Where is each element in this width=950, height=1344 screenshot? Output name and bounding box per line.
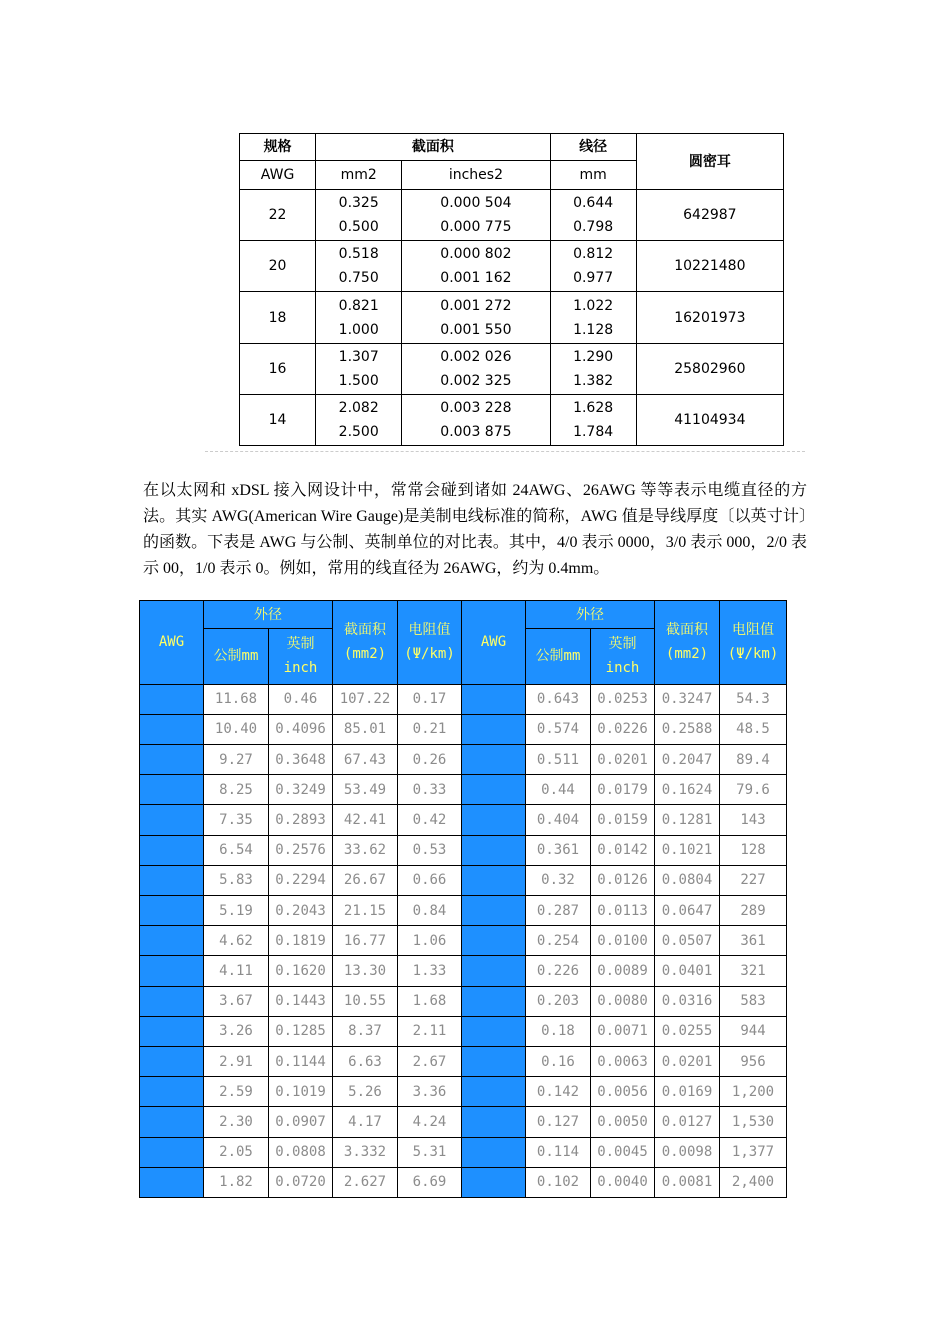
awg-cell-right [462, 1107, 526, 1137]
resistance-cell: 0.17 [398, 684, 462, 714]
awg-cell-left [140, 956, 204, 986]
awg-cell-right [462, 714, 526, 744]
area-cell: 33.62 [333, 835, 398, 865]
awg-cell-left [140, 714, 204, 744]
table-row [140, 865, 787, 895]
imperial-inch-cell: 0.0159 [591, 805, 655, 835]
awg-cell-left [140, 744, 204, 774]
awg-cell-left [140, 1167, 204, 1197]
header-area-right [655, 601, 720, 685]
value-line: 1.290 [573, 348, 614, 365]
metric-mm-cell: 8.25 [204, 775, 269, 805]
awg-cell-left [140, 1016, 204, 1046]
header-area-label: 截面积 [666, 622, 708, 639]
awg-cell-left [140, 1077, 204, 1107]
area-mm2-cell [316, 241, 402, 292]
awg-cell-left [140, 895, 204, 925]
header-imperial-left [269, 629, 333, 684]
table-row [240, 190, 784, 241]
metric-mm-cell: 2.30 [204, 1107, 269, 1137]
header-mm: mm [550, 161, 636, 190]
value-line: 1.500 [338, 372, 379, 389]
area-cell: 0.1021 [655, 835, 720, 865]
table-row [140, 1046, 787, 1076]
metric-mm-cell: 3.26 [204, 1016, 269, 1046]
resistance-cell: 79.6 [720, 775, 787, 805]
imperial-inch-cell: 0.1019 [269, 1077, 333, 1107]
imperial-inch-cell: 0.0089 [591, 956, 655, 986]
resistance-cell: 2.67 [398, 1046, 462, 1076]
metric-mm-cell: 0.226 [526, 956, 591, 986]
imperial-inch-cell: 0.0100 [591, 926, 655, 956]
area-cell: 0.0255 [655, 1016, 720, 1046]
resistance-cell: 227 [720, 865, 787, 895]
table-header-row [140, 601, 787, 629]
imperial-inch-cell: 0.0126 [591, 865, 655, 895]
imperial-inch-cell: 0.0907 [269, 1107, 333, 1137]
metric-mm-cell: 0.254 [526, 926, 591, 956]
metric-mm-cell: 0.404 [526, 805, 591, 835]
value-line: 0.644 [573, 195, 614, 212]
imperial-inch-cell: 0.0720 [269, 1167, 333, 1197]
area-cell: 0.2588 [655, 714, 720, 744]
resistance-cell: 128 [720, 835, 787, 865]
awg-cell-right [462, 1046, 526, 1076]
imperial-inch-cell: 0.0113 [591, 895, 655, 925]
header-resistance-label: 电阻值 [408, 622, 451, 639]
imperial-inch-cell: 0.3249 [269, 775, 333, 805]
diameter-mm-cell [550, 190, 636, 241]
area-mm2-cell [316, 292, 402, 343]
imperial-inch-cell: 0.2043 [269, 895, 333, 925]
value-line: 0.500 [338, 219, 379, 236]
imperial-inch-cell: 0.1620 [269, 956, 333, 986]
awg-cell-left [140, 684, 204, 714]
awg-cell-right [462, 1137, 526, 1167]
header-imperial-label: 英制 [286, 636, 315, 653]
value-line: 0.001 162 [440, 270, 512, 287]
value-line: 0.001 550 [440, 321, 512, 338]
area-inches2-cell [402, 190, 550, 241]
metric-mm-cell: 0.511 [526, 744, 591, 774]
diameter-mm-cell [550, 241, 636, 292]
resistance-cell: 0.21 [398, 714, 462, 744]
value-line: 0.518 [338, 246, 379, 263]
awg-cell-right [462, 835, 526, 865]
metric-mm-cell: 0.18 [526, 1016, 591, 1046]
resistance-cell: 0.66 [398, 865, 462, 895]
value-line: 1.382 [573, 372, 614, 389]
area-cell: 0.1281 [655, 805, 720, 835]
metric-mm-cell: 0.32 [526, 865, 591, 895]
header-area-unit: (mm2) [665, 646, 709, 663]
imperial-inch-cell: 0.2294 [269, 865, 333, 895]
resistance-cell: 1.06 [398, 926, 462, 956]
imperial-inch-cell: 0.0050 [591, 1107, 655, 1137]
awg-cell: 18 [240, 292, 316, 343]
area-cell: 0.0804 [655, 865, 720, 895]
resistance-cell: 361 [720, 926, 787, 956]
area-cell: 13.30 [333, 956, 398, 986]
metric-mm-cell: 0.114 [526, 1137, 591, 1167]
metric-mm-cell: 10.40 [204, 714, 269, 744]
resistance-cell: 54.3 [720, 684, 787, 714]
diameter-mm-cell [550, 394, 636, 445]
area-cell: 53.49 [333, 775, 398, 805]
awg-cell-right [462, 775, 526, 805]
table-row [140, 835, 787, 865]
value-line: 1.000 [338, 321, 379, 338]
table-row [240, 394, 784, 445]
area-cell: 0.0127 [655, 1107, 720, 1137]
imperial-inch-cell: 0.1285 [269, 1016, 333, 1046]
area-cell: 0.0098 [655, 1137, 720, 1167]
value-line: 0.750 [338, 270, 379, 287]
imperial-inch-cell: 0.1443 [269, 986, 333, 1016]
table-row [140, 684, 787, 714]
awg-cell-left [140, 1046, 204, 1076]
header-resistance-unit: (Ψ/km) [727, 646, 779, 663]
value-line: 0.977 [573, 270, 614, 287]
header-mm2: mm2 [316, 161, 402, 190]
value-line: 0.812 [573, 246, 614, 263]
metric-mm-cell: 2.05 [204, 1137, 269, 1167]
awg-cell-left [140, 835, 204, 865]
header-outer-diameter-right: 外径 [526, 601, 655, 629]
header-awg: AWG [240, 161, 316, 190]
metric-mm-cell: 0.574 [526, 714, 591, 744]
table-row [140, 986, 787, 1016]
resistance-cell: 1,200 [720, 1077, 787, 1107]
imperial-inch-cell: 0.0071 [591, 1016, 655, 1046]
value-line: 0.003 875 [440, 423, 512, 440]
resistance-cell: 0.84 [398, 895, 462, 925]
awg-cell: 22 [240, 190, 316, 241]
circular-mils-cell: 642987 [636, 190, 783, 241]
area-cell: 85.01 [333, 714, 398, 744]
value-line: 0.001 272 [440, 297, 512, 314]
metric-mm-cell: 6.54 [204, 835, 269, 865]
imperial-inch-cell: 0.46 [269, 684, 333, 714]
value-line: 0.325 [338, 195, 379, 212]
imperial-inch-cell: 0.2893 [269, 805, 333, 835]
table-row [240, 241, 784, 292]
header-diameter: 线径 [550, 134, 636, 161]
imperial-inch-cell: 0.0226 [591, 714, 655, 744]
area-cell: 10.55 [333, 986, 398, 1016]
imperial-inch-cell: 0.0201 [591, 744, 655, 774]
area-cell: 26.67 [333, 865, 398, 895]
imperial-inch-cell: 0.3648 [269, 744, 333, 774]
resistance-cell: 289 [720, 895, 787, 925]
area-cell: 5.26 [333, 1077, 398, 1107]
header-resistance-unit: (Ψ/km) [404, 646, 455, 663]
metric-mm-cell: 0.287 [526, 895, 591, 925]
area-cell: 0.3247 [655, 684, 720, 714]
metric-mm-cell: 11.68 [204, 684, 269, 714]
area-cell: 67.43 [333, 744, 398, 774]
metric-mm-cell: 7.35 [204, 805, 269, 835]
awg-cell-left [140, 986, 204, 1016]
awg-description-paragraph: 在以太网和 xDSL 接入网设计中，常常会碰到诸如 24AWG、26AWG 等等表示电缆直径的方法。其实 AWG(American Wire Gauge)是美制电线标准的简称，AWG 值是导线厚度〔以英寸计〕的函数。下表是 AWG 与公制、英制单位的对比表。其中，4/0 表示 0000，3/0 表示 000，2/0 表示 00，1/0 表示 0。例如，常用的线直径为 26AWG，约为 0.4mm。 [143, 482, 807, 577]
resistance-cell: 0.26 [398, 744, 462, 774]
area-mm2-cell [316, 190, 402, 241]
header-area-label: 截面积 [344, 622, 386, 639]
awg-cell-right [462, 986, 526, 1016]
metric-mm-cell: 0.102 [526, 1167, 591, 1197]
imperial-inch-cell: 0.0056 [591, 1077, 655, 1107]
value-line: 0.821 [338, 297, 379, 314]
value-line: 1.784 [573, 423, 614, 440]
metric-mm-cell: 0.643 [526, 684, 591, 714]
metric-mm-cell: 4.11 [204, 956, 269, 986]
area-cell: 2.627 [333, 1167, 398, 1197]
resistance-cell: 0.33 [398, 775, 462, 805]
table-row [140, 1137, 787, 1167]
area-cell: 21.15 [333, 895, 398, 925]
resistance-cell: 1,377 [720, 1137, 787, 1167]
value-line: 0.000 504 [440, 195, 512, 212]
value-line: 1.628 [573, 399, 614, 416]
area-cell: 0.0507 [655, 926, 720, 956]
metric-mm-cell: 5.19 [204, 895, 269, 925]
awg-cell-right [462, 1167, 526, 1197]
value-line: 1.307 [338, 348, 379, 365]
awg-cell-right [462, 1016, 526, 1046]
metric-mm-cell: 0.16 [526, 1046, 591, 1076]
header-metric-right: 公制mm [526, 629, 591, 684]
metric-mm-cell: 0.203 [526, 986, 591, 1016]
header-awg-right: AWG [462, 601, 526, 685]
table-row [140, 895, 787, 925]
area-inches2-cell [402, 394, 550, 445]
awg-cell-right [462, 805, 526, 835]
header-imperial-unit: inch [605, 660, 640, 677]
circular-mils-cell: 16201973 [636, 292, 783, 343]
area-cell: 0.0169 [655, 1077, 720, 1107]
table-row [140, 1107, 787, 1137]
area-cell: 6.63 [333, 1046, 398, 1076]
awg-cell-right [462, 926, 526, 956]
value-line: 1.022 [573, 297, 614, 314]
area-inches2-cell [402, 241, 550, 292]
circular-mils-cell: 25802960 [636, 343, 783, 394]
imperial-inch-cell: 0.4096 [269, 714, 333, 744]
area-cell: 0.1624 [655, 775, 720, 805]
table-row [240, 343, 784, 394]
circular-mils-cell: 10221480 [636, 241, 783, 292]
imperial-inch-cell: 0.0142 [591, 835, 655, 865]
imperial-inch-cell: 0.0080 [591, 986, 655, 1016]
table-row [140, 714, 787, 744]
area-mm2-cell [316, 394, 402, 445]
value-line: 2.082 [338, 399, 379, 416]
area-cell: 0.0201 [655, 1046, 720, 1076]
area-cell: 42.41 [333, 805, 398, 835]
resistance-cell: 321 [720, 956, 787, 986]
imperial-inch-cell: 0.1144 [269, 1046, 333, 1076]
value-line: 1.128 [573, 321, 614, 338]
metric-mm-cell: 3.67 [204, 986, 269, 1016]
awg-cell-left [140, 865, 204, 895]
metric-mm-cell: 0.44 [526, 775, 591, 805]
value-line: 0.003 228 [440, 399, 512, 416]
header-outer-diameter-left: 外径 [204, 601, 333, 629]
awg-cell: 14 [240, 394, 316, 445]
resistance-cell: 6.69 [398, 1167, 462, 1197]
value-line: 2.500 [338, 423, 379, 440]
metric-mm-cell: 0.127 [526, 1107, 591, 1137]
resistance-cell: 1.68 [398, 986, 462, 1016]
table-row [140, 926, 787, 956]
resistance-cell: 583 [720, 986, 787, 1016]
resistance-cell: 4.24 [398, 1107, 462, 1137]
header-area: 截面积 [316, 134, 550, 161]
value-line: 0.000 775 [440, 219, 512, 236]
table-row [140, 744, 787, 774]
imperial-inch-cell: 0.0045 [591, 1137, 655, 1167]
metric-mm-cell: 1.82 [204, 1167, 269, 1197]
table-row [240, 292, 784, 343]
area-cell: 0.0316 [655, 986, 720, 1016]
header-imperial-label: 英制 [608, 636, 637, 653]
awg-conversion-table [139, 600, 787, 1198]
resistance-cell: 2.11 [398, 1016, 462, 1046]
metric-mm-cell: 0.361 [526, 835, 591, 865]
metric-mm-cell: 0.142 [526, 1077, 591, 1107]
resistance-cell: 1.33 [398, 956, 462, 986]
resistance-cell: 89.4 [720, 744, 787, 774]
resistance-cell: 3.36 [398, 1077, 462, 1107]
resistance-cell: 2,400 [720, 1167, 787, 1197]
awg-cell-left [140, 805, 204, 835]
imperial-inch-cell: 0.0179 [591, 775, 655, 805]
resistance-cell: 5.31 [398, 1137, 462, 1167]
imperial-inch-cell: 0.1819 [269, 926, 333, 956]
metric-mm-cell: 2.59 [204, 1077, 269, 1107]
awg-cell-left [140, 1137, 204, 1167]
header-imperial-right [591, 629, 655, 684]
header-resistance-left [398, 601, 462, 685]
header-area-left [333, 601, 398, 685]
table-row [140, 1167, 787, 1197]
imperial-inch-cell: 0.0040 [591, 1167, 655, 1197]
awg-cell-right [462, 744, 526, 774]
area-cell: 8.37 [333, 1016, 398, 1046]
awg-cell-right [462, 865, 526, 895]
metric-mm-cell: 2.91 [204, 1046, 269, 1076]
table-header-row [240, 134, 784, 161]
header-resistance-label: 电阻值 [732, 622, 774, 639]
circular-mils-cell: 41104934 [636, 394, 783, 445]
area-cell: 3.332 [333, 1137, 398, 1167]
diameter-mm-cell [550, 292, 636, 343]
resistance-cell: 143 [720, 805, 787, 835]
awg-cell: 20 [240, 241, 316, 292]
value-line: 0.798 [573, 219, 614, 236]
resistance-cell: 0.53 [398, 835, 462, 865]
table-row [140, 1016, 787, 1046]
value-line: 0.002 325 [440, 372, 512, 389]
area-cell: 16.77 [333, 926, 398, 956]
awg-cell: 16 [240, 343, 316, 394]
diameter-mm-cell [550, 343, 636, 394]
awg-cell-right [462, 956, 526, 986]
value-line: 0.000 802 [440, 246, 512, 263]
resistance-cell: 1,530 [720, 1107, 787, 1137]
area-cell: 4.17 [333, 1107, 398, 1137]
header-area-unit: (mm2) [343, 646, 387, 663]
area-cell: 0.0647 [655, 895, 720, 925]
area-cell: 0.0401 [655, 956, 720, 986]
resistance-cell: 0.42 [398, 805, 462, 835]
header-inches2: inches2 [402, 161, 550, 190]
resistance-cell: 956 [720, 1046, 787, 1076]
awg-cell-right [462, 1077, 526, 1107]
awg-cell-right [462, 684, 526, 714]
awg-cell-right [462, 895, 526, 925]
value-line: 0.002 026 [440, 348, 512, 365]
awg-cell-left [140, 775, 204, 805]
imperial-inch-cell: 0.0253 [591, 684, 655, 714]
table-row [140, 956, 787, 986]
imperial-inch-cell: 0.0063 [591, 1046, 655, 1076]
area-inches2-cell [402, 292, 550, 343]
table-row [140, 1077, 787, 1107]
area-cell: 0.0081 [655, 1167, 720, 1197]
resistance-cell: 944 [720, 1016, 787, 1046]
area-cell: 107.22 [333, 684, 398, 714]
area-inches2-cell [402, 343, 550, 394]
awg-area-table [239, 133, 784, 446]
awg-cell-left [140, 1107, 204, 1137]
dashed-divider [205, 451, 805, 452]
table-row [140, 775, 787, 805]
header-resistance-right [720, 601, 787, 685]
area-cell: 0.2047 [655, 744, 720, 774]
imperial-inch-cell: 0.0808 [269, 1137, 333, 1167]
header-imperial-unit: inch [283, 660, 318, 677]
metric-mm-cell: 4.62 [204, 926, 269, 956]
header-awg-left: AWG [140, 601, 204, 685]
awg-cell-left [140, 926, 204, 956]
header-circular-mils: 圆密耳 [636, 134, 783, 190]
metric-mm-cell: 5.83 [204, 865, 269, 895]
area-mm2-cell [316, 343, 402, 394]
imperial-inch-cell: 0.2576 [269, 835, 333, 865]
resistance-cell: 48.5 [720, 714, 787, 744]
metric-mm-cell: 9.27 [204, 744, 269, 774]
header-metric-left: 公制mm [204, 629, 269, 684]
header-spec: 规格 [240, 134, 316, 161]
table-row [140, 805, 787, 835]
